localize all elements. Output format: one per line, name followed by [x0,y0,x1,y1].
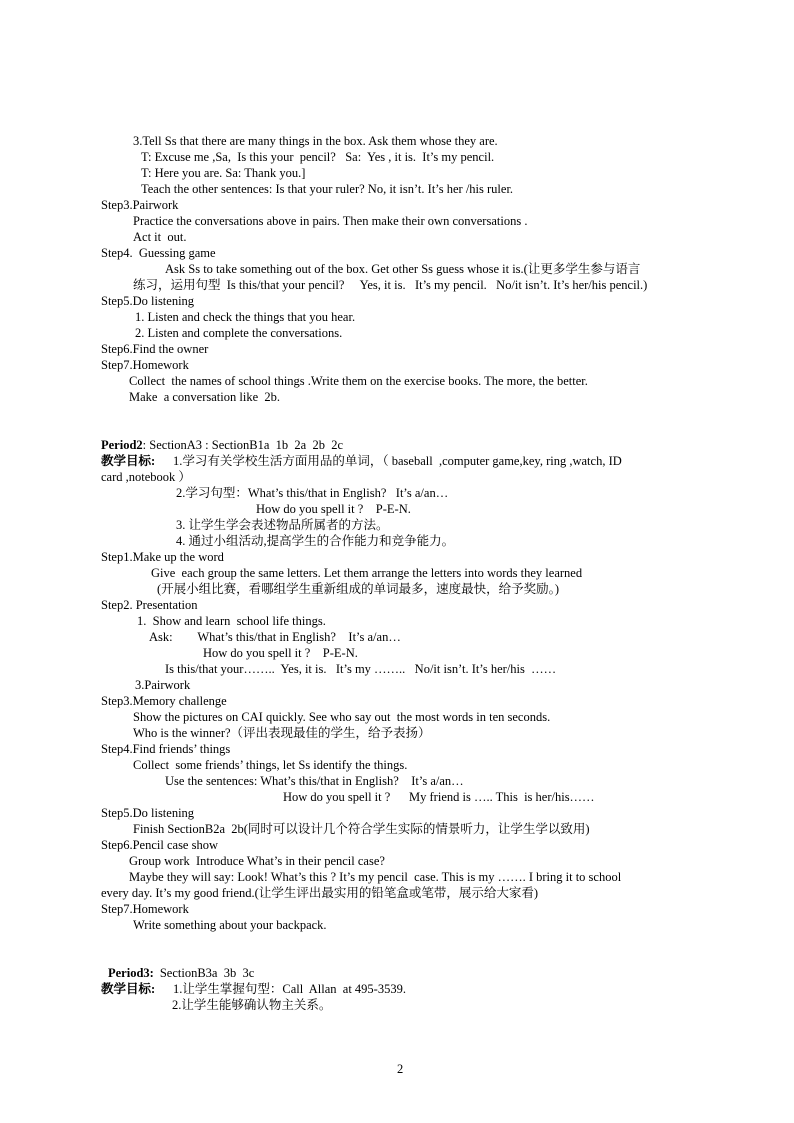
step-line: Finish SectionB2a 2b(同时可以设计几个符合学生实际的情景听力，让学生学以致用) [133,822,590,836]
step-line: Collect the names of school things .Write them on the exercise books. The more, the better. [129,374,588,388]
step-line: Who is the winner?（评出表现最佳的学生，给予表扬） [133,726,431,740]
step-line: Show the pictures on CAI quickly. See who say out the most words in ten seconds. [133,710,551,724]
step-line: (开展小组比赛，看哪组学生重新组成的单词最多，速度最快，给予奖励。) [157,582,560,596]
step-heading: Step1.Make up the word [101,550,224,564]
step-heading: Step4.Find friends’ things [101,742,231,756]
step-line: Group work Introduce What’s in their pencil case? [129,854,385,868]
step-line: Ask Ss to take something out of the box. Get other Ss guess whose it is.(让更多学生参与语言 [165,262,641,276]
step-heading: Step6.Find the owner [101,342,209,356]
step-line: every day. It’s my good friend.(让学生评出最实用的铅笔盒或笔带，展示给大家看) [101,886,538,900]
step-line: How do you spell it ? P-E-N. [203,646,358,660]
step-line: How do you spell it ? My friend is ….. This is her/his…… [283,790,595,804]
objective-item: 1.让学生掌握句型：Call Allan at 495-3539. [173,982,406,996]
objective-item: 4. 通过小组活动,提高学生的合作能力和竞争能力。 [176,534,455,548]
objective-item: 3. 让学生学会表述物品所属者的方法。 [176,518,389,532]
step-line: Is this/that your…….. Yes, it is. It’s my …….. No/it isn’t. It’s her/his …… [165,662,557,676]
step-heading: Step5.Do listening [101,294,195,308]
step-heading: Step7.Homework [101,902,189,916]
step-heading: Step2. Presentation [101,598,198,612]
objective-item: 2.让学生能够确认物主关系。 [172,998,332,1012]
step-line: Ask: What’s this/that in English? It’s a/an… [149,630,401,644]
period-title-text: : SectionA3 : SectionB1a 1b 2a 2b 2c [142,438,343,452]
step-line: 1. Show and learn school life things. [137,614,326,628]
step-line: 3.Pairwork [135,678,191,692]
step-line: Make a conversation like 2b. [129,390,280,404]
step-line: Write something about your backpack. [133,918,327,932]
instruction-line: 3.Tell Ss that there are many things in the box. Ask them whose they are. [133,134,498,148]
dialogue-line: T: Here you are. Sa: Thank you.] [141,166,306,180]
step-line: Maybe they will say: Look! What’s this ? It’s my pencil case. This is my ……. I bring it to school [129,870,622,884]
objective-item: How do you spell it ? P-E-N. [256,502,411,516]
objective-item: card ,notebook ） [101,470,191,484]
step-line: 1. Listen and check the things that you hear. [135,310,356,324]
period-title [108,965,254,981]
page-number: 2 [397,1062,404,1076]
step-heading: Step5.Do listening [101,806,195,820]
period-title-text: SectionB3a 3b 3c [159,966,255,980]
step-line: Use the sentences: What’s this/that in English? It’s a/an… [165,774,464,788]
objective-item: 1.学习有关学校生活方面用品的单词，（ baseball ,computer game,key, ring ,watch, ID [173,454,622,468]
step-heading: Step3.Pairwork [101,198,179,212]
step-heading: Step3.Memory challenge [101,694,227,708]
step-line: Practice the conversations above in pairs. Then make their own conversations . [133,214,528,228]
objectives-line [101,453,701,469]
period-title-label: Period2 [101,438,143,452]
step-line: Act it out. [133,230,187,244]
step-line: 2. Listen and complete the conversations. [135,326,343,340]
period-title [101,437,343,453]
dialogue-line: T: Excuse me ,Sa, Is this your pencil? Sa: Yes , it is. It’s my pencil. [141,150,495,164]
objectives-line [101,981,501,997]
objective-item: 2.学习句型：What’s this/that in English? It’s a/an… [176,486,449,500]
step-heading: Step7.Homework [101,358,189,372]
instruction-line: Teach the other sentences: Is that your ruler? No, it isn’t. It’s her /his ruler. [141,182,514,196]
period-title-label: Period3: [108,966,154,980]
step-line: Collect some friends’ things, let Ss identify the things. [133,758,408,772]
step-heading: Step4. Guessing game [101,246,216,260]
step-heading: Step6.Pencil case show [101,838,218,852]
objectives-label: 教学目标: [101,982,156,996]
objectives-label: 教学目标: [101,454,156,468]
step-line: Give each group the same letters. Let them arrange the letters into words they learned [151,566,583,580]
step-line: 练习，运用句型 Is this/that your pencil? Yes, it is. It’s my pencil. No/it isn’t. It’s her/his pencil.) [133,278,648,292]
